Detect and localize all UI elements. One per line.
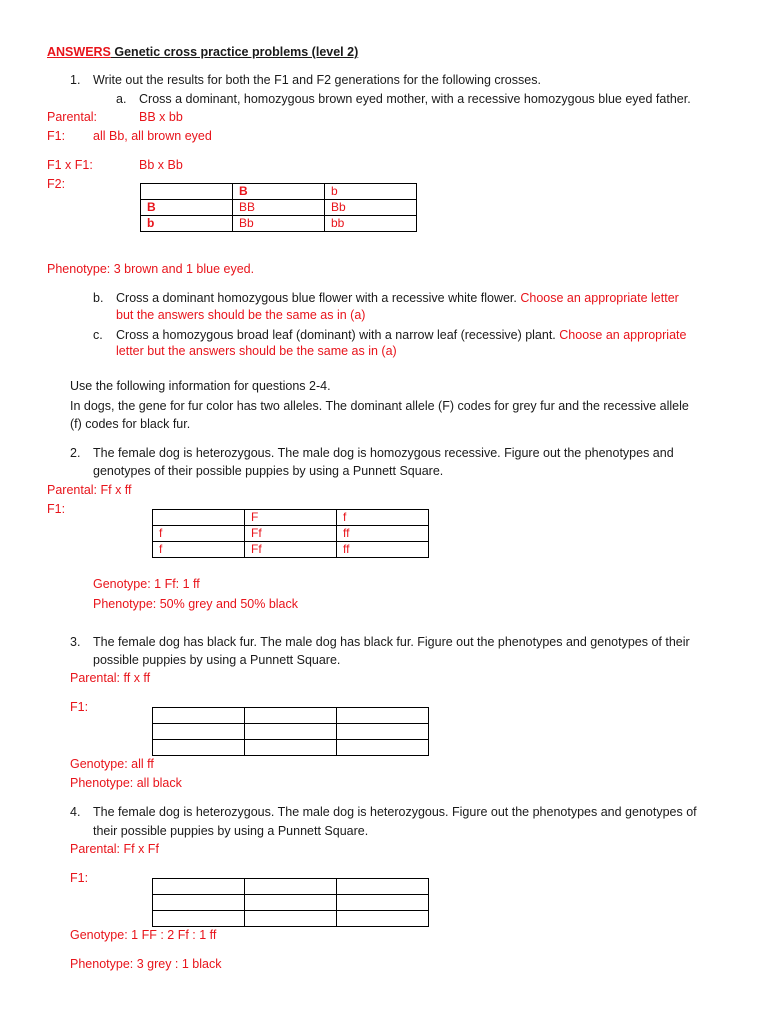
q4-parental: Parental: Ff x Ff: [70, 842, 159, 856]
punnett-cell: [153, 740, 245, 756]
table-row: [153, 879, 429, 895]
page-title: [47, 44, 358, 60]
punnett-header-cell: B: [233, 184, 325, 200]
q3-punnett-square: [152, 707, 429, 756]
punnett-cell: [245, 911, 337, 927]
q2-punnett-square: [152, 509, 429, 558]
punnett-cell: Ff: [245, 526, 337, 542]
punnett-cell: ff: [337, 542, 429, 558]
punnett-cell: [153, 911, 245, 927]
q1-text: Write out the results for both the F1 and F2 generations for the following crosses.: [93, 73, 541, 87]
info-line-3: (f) codes for black fur.: [70, 417, 191, 431]
q1-f1xf1-label: F1 x F1:: [47, 158, 93, 172]
table-row: [153, 911, 429, 927]
q3-line-1: The female dog has black fur. The male dog has black fur. Figure out the phenotypes and genotypes of their: [93, 635, 690, 649]
punnett-cell: [337, 879, 429, 895]
q1b-text: Cross a dominant homozygous blue flower with a recessive white flower. Choose an appropriate letter: [116, 291, 679, 305]
table-row: [153, 510, 429, 526]
punnett-cell: [245, 895, 337, 911]
info-line-2: In dogs, the gene for fur color has two alleles. The dominant allele (F) codes for grey fur and the recessive allele: [70, 399, 689, 413]
q1a-label: a.: [116, 92, 127, 106]
q1-phenotype: Phenotype: 3 brown and 1 blue eyed.: [47, 262, 255, 276]
table-row: [141, 184, 417, 200]
punnett-cell: [141, 184, 233, 200]
punnett-cell: [337, 911, 429, 927]
q4-f1-label: F1:: [70, 871, 89, 885]
q1a-text: Cross a dominant, homozygous brown eyed mother, with a recessive homozygous blue eyed father.: [139, 92, 691, 106]
q1-parental-label: Parental:: [47, 110, 98, 124]
q3-line-2: possible puppies by using a Punnett Square.: [93, 653, 341, 667]
punnett-cell: Bb: [233, 216, 325, 232]
q4-line-1: The female dog is heterozygous. The male dog is heterozygous. Figure out the phenotypes and genotypes of: [93, 805, 697, 819]
punnett-cell: [245, 708, 337, 724]
punnett-cell: [153, 724, 245, 740]
punnett-row-header: f: [153, 542, 245, 558]
q1c-text: Cross a homozygous broad leaf (dominant) with a narrow leaf (recessive) plant. Choose an appropriate: [116, 328, 687, 342]
punnett-cell: ff: [337, 526, 429, 542]
punnett-header-cell: F: [245, 510, 337, 526]
table-row: [141, 200, 417, 216]
answers-label: ANSWERS: [47, 45, 111, 59]
info-line-1: Use the following information for questions 2-4.: [70, 379, 331, 393]
punnett-cell: Bb: [325, 200, 417, 216]
q1-number: 1.: [70, 73, 81, 87]
punnett-cell: [337, 895, 429, 911]
punnett-cell: [245, 740, 337, 756]
punnett-cell: bb: [325, 216, 417, 232]
q4-number: 4.: [70, 805, 81, 819]
punnett-cell: [337, 708, 429, 724]
punnett-cell: Ff: [245, 542, 337, 558]
q3-phenotype: Phenotype: all black: [70, 776, 182, 790]
q1-f2-label: F2:: [47, 177, 66, 191]
q2-f1-label: F1:: [47, 502, 66, 516]
punnett-cell: [245, 879, 337, 895]
punnett-cell: [337, 724, 429, 740]
punnett-cell: [245, 724, 337, 740]
q2-number: 2.: [70, 446, 81, 460]
q1b-note: but the answers should be the same as in (a): [116, 308, 366, 322]
table-row: [153, 542, 429, 558]
q2-parental: Parental: Ff x ff: [47, 483, 132, 497]
table-row: [141, 216, 417, 232]
punnett-cell: [153, 708, 245, 724]
table-row: [153, 708, 429, 724]
q1-parental-value: BB x bb: [139, 110, 183, 124]
punnett-cell: BB: [233, 200, 325, 216]
q4-punnett-square: [152, 878, 429, 927]
punnett-cell: [337, 740, 429, 756]
q2-line-2: genotypes of their possible puppies by using a Punnett Square.: [93, 464, 444, 478]
punnett-cell: [153, 510, 245, 526]
q1c-note: letter but the answers should be the same as in (a): [116, 344, 397, 358]
table-row: [153, 526, 429, 542]
table-row: [153, 724, 429, 740]
q1-f1-value: all Bb, all brown eyed: [93, 129, 212, 143]
table-row: [153, 895, 429, 911]
punnett-row-header: b: [141, 216, 233, 232]
punnett-row-header: f: [153, 526, 245, 542]
q2-phenotype: Phenotype: 50% grey and 50% black: [93, 597, 298, 611]
title-text: Genetic cross practice problems (level 2): [110, 45, 359, 59]
q1-f1xf1-value: Bb x Bb: [139, 158, 183, 172]
punnett-cell: [153, 879, 245, 895]
punnett-row-header: B: [141, 200, 233, 216]
punnett-header-cell: b: [325, 184, 417, 200]
q4-line-2: their possible puppies by using a Punnett Square.: [93, 824, 369, 838]
q1-punnett-square: [140, 183, 417, 232]
q4-phenotype: Phenotype: 3 grey : 1 black: [70, 957, 222, 971]
punnett-header-cell: f: [337, 510, 429, 526]
q3-parental: Parental: ff x ff: [70, 671, 151, 685]
q1-f1-label: F1:: [47, 129, 66, 143]
punnett-cell: [153, 895, 245, 911]
q1c-label: c.: [93, 328, 103, 342]
q3-number: 3.: [70, 635, 81, 649]
q3-f1-label: F1:: [70, 700, 89, 714]
q1b-label: b.: [93, 291, 104, 305]
table-row: [153, 740, 429, 756]
q2-line-1: The female dog is heterozygous. The male dog is homozygous recessive. Figure out the phenotypes and: [93, 446, 674, 460]
q2-genotype: Genotype: 1 Ff: 1 ff: [93, 577, 200, 591]
q4-genotype: Genotype: 1 FF : 2 Ff : 1 ff: [70, 928, 217, 942]
q3-genotype: Genotype: all ff: [70, 757, 154, 771]
